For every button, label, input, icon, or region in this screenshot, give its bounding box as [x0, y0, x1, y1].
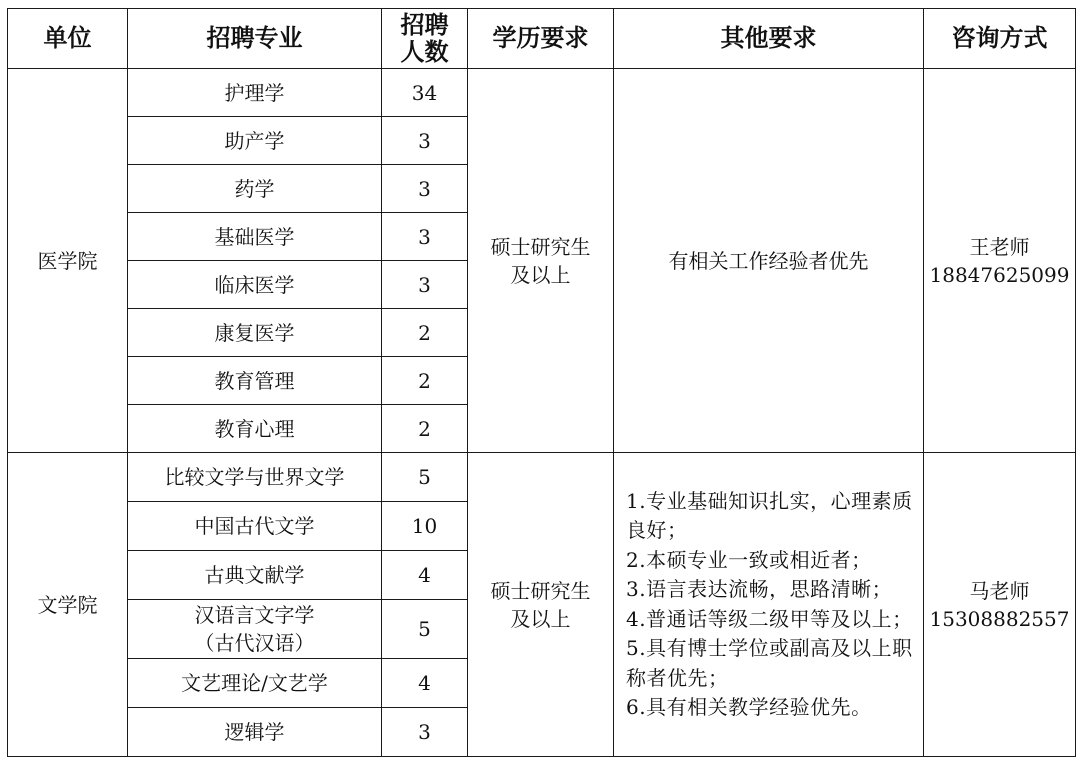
requirements-list	[626, 487, 913, 723]
count-cell: 4	[382, 551, 468, 600]
count-cell: 2	[382, 309, 468, 357]
requirement-item: 1.专业基础知识扎实，心理素质良好；	[626, 488, 913, 542]
contact-phone: 18847625099	[929, 262, 1070, 287]
major-cell	[128, 213, 382, 261]
requirement-item: 3.语言表达流畅，思路清晰；	[626, 577, 893, 601]
major-cell	[128, 309, 382, 357]
header-count-text: 招聘 人数	[400, 10, 449, 66]
major-name: 基础医学	[214, 224, 295, 249]
count-cell: 3	[382, 165, 468, 213]
other-requirements-cell: 有相关工作经验者优先	[614, 69, 924, 453]
major-cell	[128, 600, 382, 659]
unit-cell: 文学院	[8, 453, 128, 757]
major-cell	[128, 69, 382, 117]
major-name: 中国古代文学	[194, 514, 315, 538]
contact-cell	[924, 453, 1076, 757]
count-cell: 4	[382, 659, 468, 708]
education-text: 硕士研究生 及以上	[490, 234, 591, 287]
major-name: 临床医学	[214, 272, 295, 297]
contact-phone: 15308882557	[929, 606, 1070, 631]
major-cell	[128, 261, 382, 309]
major-name: 古典文献学	[204, 563, 305, 587]
major-cell	[128, 551, 382, 600]
requirement-item: 5.具有博士学位或副高及以上职称者优先；	[626, 636, 913, 690]
count-cell: 3	[382, 213, 468, 261]
header-count	[382, 9, 468, 69]
education-cell	[468, 69, 614, 453]
header-education: 学历要求	[468, 9, 614, 69]
header-major: 招聘专业	[128, 9, 382, 69]
education-cell	[468, 453, 614, 757]
major-cell	[128, 502, 382, 551]
unit-cell: 医学院	[8, 69, 128, 453]
header-row	[8, 9, 1076, 69]
major-cell	[128, 165, 382, 213]
major-name: 护理学	[224, 80, 285, 105]
major-name: 比较文学与世界文学	[164, 465, 345, 489]
major-cell	[128, 117, 382, 165]
header-contact: 咨询方式	[924, 9, 1076, 69]
requirement-item: 2.本硕专业一致或相近者；	[626, 547, 872, 572]
requirement-item: 4.普通话等级二级甲等及以上；	[626, 606, 913, 631]
major-name: 教育管理	[214, 368, 295, 393]
table-body	[8, 69, 1076, 757]
major-name: 药学	[234, 176, 275, 201]
count-cell: 3	[382, 261, 468, 309]
major-cell	[128, 405, 382, 453]
education-text: 硕士研究生 及以上	[490, 578, 591, 631]
table-row	[8, 69, 1076, 117]
major-cell	[128, 659, 382, 708]
major-cell	[128, 357, 382, 405]
count-cell: 3	[382, 117, 468, 165]
contact-name: 马老师	[969, 578, 1030, 603]
other-requirements-cell	[614, 453, 924, 757]
major-name: 逻辑学	[224, 720, 285, 744]
requirement-item: 6.具有相关教学经验优先。	[626, 695, 872, 719]
count-cell: 10	[382, 502, 468, 551]
count-cell: 5	[382, 453, 468, 502]
header-unit: 单位	[8, 9, 128, 69]
major-name: 文艺理论/文艺学	[181, 671, 328, 695]
major-name: 汉语言文字学 （古代汉语）	[194, 603, 315, 655]
major-name: 康复医学	[214, 320, 295, 345]
count-cell: 34	[382, 69, 468, 117]
major-cell	[128, 453, 382, 502]
major-name: 助产学	[224, 128, 285, 153]
table-row	[8, 453, 1076, 502]
major-name: 教育心理	[214, 416, 295, 441]
count-cell: 3	[382, 708, 468, 757]
contact-name: 王老师	[969, 234, 1030, 259]
count-cell: 2	[382, 405, 468, 453]
recruitment-table	[7, 8, 1076, 757]
count-cell: 2	[382, 357, 468, 405]
contact-cell	[924, 69, 1076, 453]
header-other: 其他要求	[614, 9, 924, 69]
count-cell: 5	[382, 600, 468, 659]
major-cell	[128, 708, 382, 757]
